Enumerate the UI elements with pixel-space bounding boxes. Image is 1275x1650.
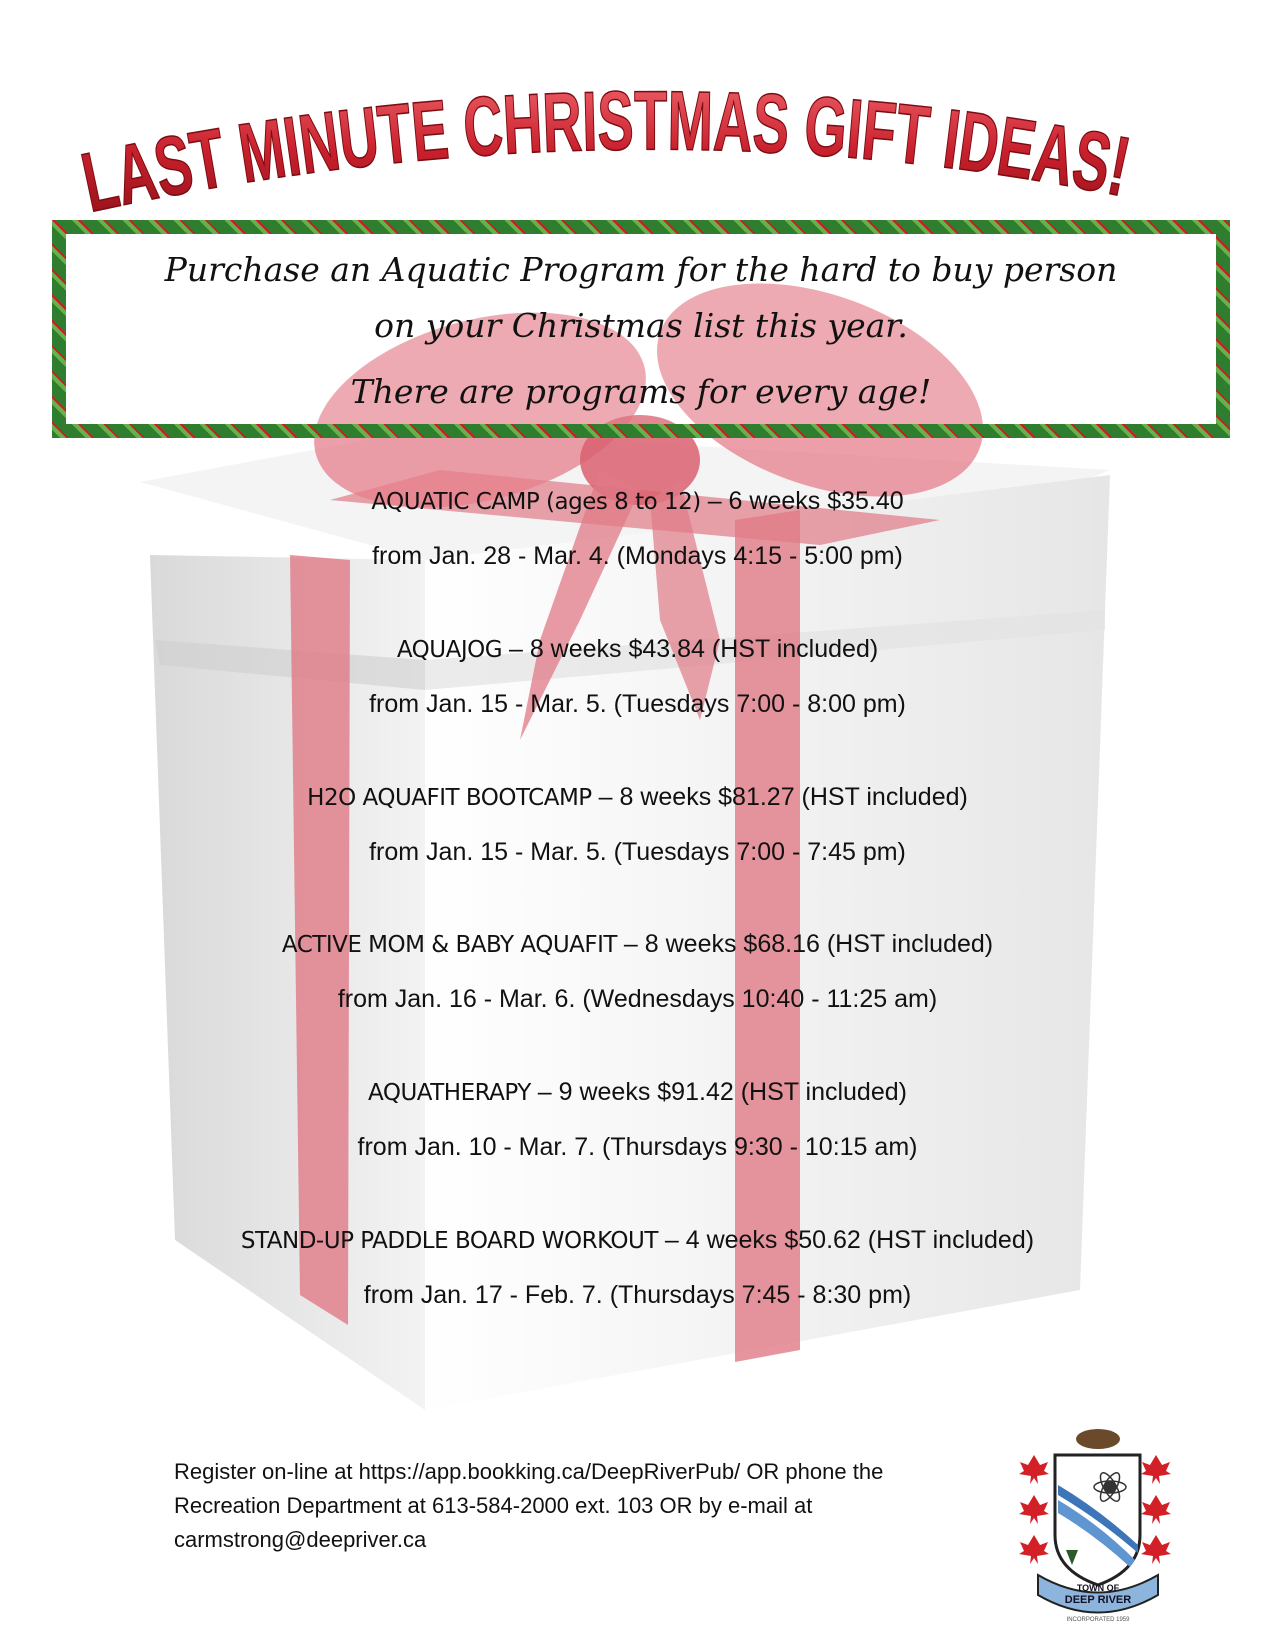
registration-info bbox=[174, 1455, 1014, 1557]
crest-motto: INCORPORATED 1959 bbox=[1066, 1617, 1130, 1623]
town-crest-logo bbox=[1010, 1425, 1180, 1625]
registration-line-1: Register on-line at https://app.bookking.ca/DeepRiverPub/ OR phone the bbox=[174, 1459, 884, 1484]
program-title-h2o-bootcamp: H2O AQUAFIT BOOTCAMP – 8 weeks $81.27 (HST included) bbox=[307, 783, 968, 811]
program-dates-aquajog: from Jan. 15 - Mar. 5. (Tuesdays 7:00 - 8:00 pm) bbox=[369, 690, 906, 718]
program-dates-mom-baby: from Jan. 16 - Mar. 6. (Wednesdays 10:40 - 11:25 am) bbox=[337, 985, 938, 1013]
crest-banner-line-2: DEEP RIVER bbox=[1064, 1594, 1132, 1606]
registration-line-3: carmstrong@deepriver.ca bbox=[174, 1527, 427, 1552]
program-title-mom-baby: ACTIVE MOM & BABY AQUAFIT – 8 weeks $68.16 (HST included) bbox=[281, 930, 994, 958]
beaver-icon bbox=[1076, 1429, 1120, 1449]
program-title-paddle-board: STAND-UP PADDLE BOARD WORKOUT – 4 weeks $50.62 (HST included) bbox=[240, 1226, 1035, 1254]
program-title-aquajog: AQUAJOG – 8 weeks $43.84 (HST included) bbox=[396, 635, 879, 663]
registration-line-2: Recreation Department at 613-584-2000 ext. 103 OR by e-mail at bbox=[174, 1493, 813, 1518]
program-dates-h2o-bootcamp: from Jan. 15 - Mar. 5. (Tuesdays 7:00 - 7:45 pm) bbox=[369, 838, 906, 866]
program-dates-aquatic-camp: from Jan. 28 - Mar. 4. (Mondays 4:15 - 5:00 pm) bbox=[372, 542, 903, 570]
program-title-aquatherapy: AQUATHERAPY – 9 weeks $91.42 (HST included) bbox=[368, 1078, 907, 1106]
intro-line-1: Purchase an Aquatic Program for the hard to buy person bbox=[164, 250, 1118, 289]
program-dates-aquatherapy: from Jan. 10 - Mar. 7. (Thursdays 9:30 - 10:15 am) bbox=[357, 1133, 918, 1161]
program-dates-paddle-board: from Jan. 17 - Feb. 7. (Thursdays 7:45 - 8:30 pm) bbox=[363, 1281, 912, 1309]
headline-title: LAST MINUTE CHRISTMAS GIFT IDEAS! bbox=[74, 73, 1147, 230]
program-title-aquatic-camp: AQUATIC CAMP (ages 8 to 12) – 6 weeks $35.40 bbox=[371, 487, 904, 515]
crest-banner-line-1: TOWN OF bbox=[1076, 1583, 1120, 1593]
intro-line-3: There are programs for every age! bbox=[350, 372, 932, 411]
intro-line-2: on your Christmas list this year. bbox=[374, 306, 908, 345]
headline-banner bbox=[0, 62, 1275, 232]
